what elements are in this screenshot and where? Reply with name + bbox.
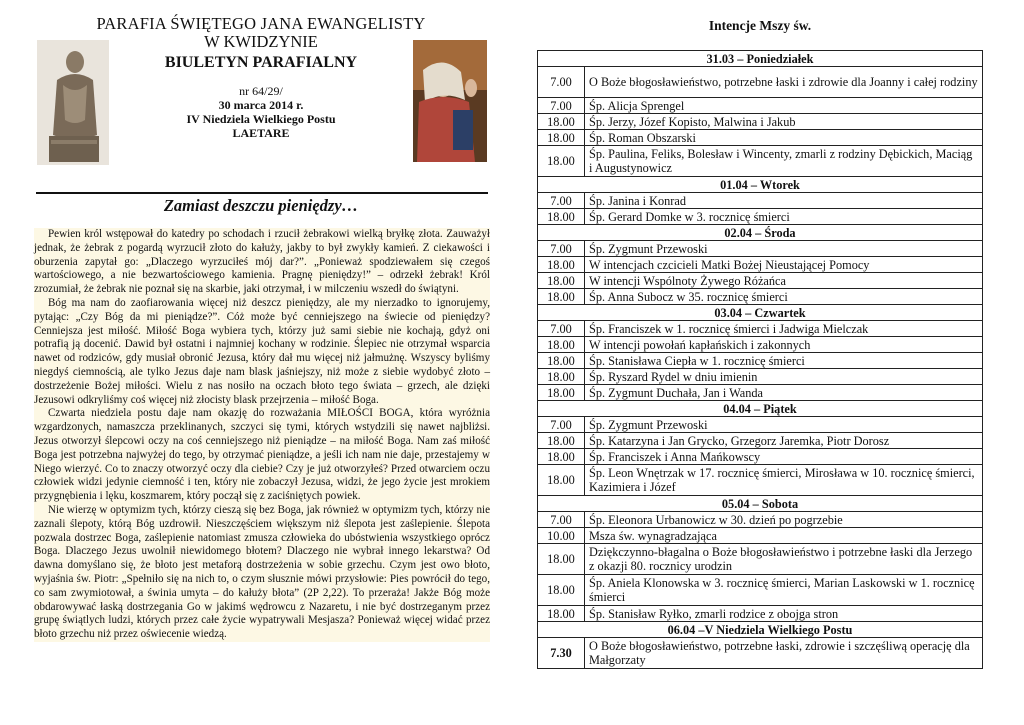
- intentions-title: Intencje Mszy św.: [708, 18, 812, 33]
- intention-row: [538, 130, 983, 146]
- mass-intention-text: Śp. Katarzyna i Jan Grycko, Grzegorz Jaremka, Piotr Dorosz: [585, 433, 983, 449]
- mass-intention-text: W intencji powołań kapłańskich i zakonnych: [585, 337, 983, 353]
- day-header-row: [538, 622, 983, 638]
- intention-row: [538, 417, 983, 433]
- intention-row: [538, 544, 983, 575]
- mass-intention-text: Śp. Eleonora Urbanowicz w 30. dzień po pogrzebie: [585, 512, 983, 528]
- intention-row: [538, 193, 983, 209]
- issue-date: 30 marca 2014 r.: [218, 98, 304, 112]
- mass-intention-text: Śp. Ryszard Rydel w dniu imienin: [585, 369, 983, 385]
- intention-row: [538, 606, 983, 622]
- mass-intention-text: Śp. Roman Obszarski: [585, 130, 983, 146]
- mass-intention-text: Śp. Franciszek w 1. rocznicę śmierci i Jadwiga Mielczak: [585, 321, 983, 337]
- intention-row: [538, 465, 983, 496]
- header-divider: [36, 192, 488, 194]
- mass-time: 7.00: [538, 193, 585, 209]
- header-text: [80, 14, 442, 140]
- article-title: Zamiast deszczu pieniędzy…: [163, 196, 359, 215]
- parish-city: W KWIDZYNIE: [204, 32, 318, 51]
- intention-row: [538, 512, 983, 528]
- article-paragraph: Pewien król wstępował do katedry po schodach i rzucił żebrakowi wielką bryłkę złota. Zauważył jednak, że żebrak z pogardą wyrzucił złoto do kałuży, jakby to był zwykły kamień. Z ciekawości i oburzenia zapytał go: „Dlaczego wyrzuciłeś mój dar?”. „Ponieważ spodziewałem się czegoś wartościowego, a nie bezwartościowego kamienia. Pragnę pieniędzy!” – odrzekł żebrak! Król zrozumiał, że żebrak nie poznał się na skarbie, jaki otrzymał, i w milczeniu wszedł do świątyni.: [34, 228, 490, 296]
- mass-time: 18.00: [538, 209, 585, 225]
- day-label: 02.04 – Środa: [538, 225, 983, 241]
- mass-intention-text: Msza św. wynagradzająca: [585, 528, 983, 544]
- praying-woman-image: [413, 40, 487, 162]
- intention-row: [538, 433, 983, 449]
- intention-row: [538, 257, 983, 273]
- mass-time: 18.00: [538, 433, 585, 449]
- mass-intention-text: Śp. Zygmunt Przewoski: [585, 417, 983, 433]
- mass-time: 18.00: [538, 449, 585, 465]
- day-label: 01.04 – Wtorek: [538, 177, 983, 193]
- article-body: [34, 228, 490, 642]
- mass-intention-text: Śp. Gerard Domke w 3. rocznicę śmierci: [585, 209, 983, 225]
- intention-row: [538, 575, 983, 606]
- day-header-row: [538, 51, 983, 67]
- mass-intention-text: Śp. Zygmunt Przewoski: [585, 241, 983, 257]
- intention-row: [538, 241, 983, 257]
- liturgical-sunday: IV Niedziela Wielkiego Postu: [186, 112, 336, 126]
- day-label: 03.04 – Czwartek: [538, 305, 983, 321]
- mass-time: 7.00: [538, 512, 585, 528]
- mass-time: 18.00: [538, 114, 585, 130]
- mass-intention-text: Śp. Jerzy, Józef Kopisto, Malwina i Jakub: [585, 114, 983, 130]
- intention-row: [538, 385, 983, 401]
- mass-time: 7.00: [538, 241, 585, 257]
- day-header-row: [538, 177, 983, 193]
- mass-time: 18.00: [538, 130, 585, 146]
- bulletin-header: [30, 14, 492, 174]
- mass-time: 18.00: [538, 385, 585, 401]
- day-label: 04.04 – Piątek: [538, 401, 983, 417]
- mass-intention-text: O Boże błogosławieństwo, potrzebne łaski i zdrowie dla Joanny i całej rodziny: [585, 67, 983, 98]
- mass-intention-text: Śp. Zygmunt Duchała, Jan i Wanda: [585, 385, 983, 401]
- mass-time: 18.00: [538, 146, 585, 177]
- mass-intention-text: Śp. Aniela Klonowska w 3. rocznicę śmierci, Marian Laskowski w 1. rocznicę śmierci: [585, 575, 983, 606]
- intention-row: [538, 528, 983, 544]
- mass-time: 18.00: [538, 465, 585, 496]
- intention-row: [538, 321, 983, 337]
- mass-intention-text: Dziękczynno-błagalna o Boże błogosławieństwo i potrzebne łaski dla Jerzego z okazji 80. rocznicy urodzin: [585, 544, 983, 575]
- mass-time: 10.00: [538, 528, 585, 544]
- issue-number: nr 64/29/: [239, 84, 283, 98]
- day-header-row: [538, 305, 983, 321]
- mass-intention-text: Śp. Alicja Sprengel: [585, 98, 983, 114]
- mass-time: 18.00: [538, 257, 585, 273]
- intention-row: [538, 353, 983, 369]
- bulletin-title: BIULETYN PARAFIALNY: [164, 54, 358, 71]
- intention-row: [538, 114, 983, 130]
- mass-time: 18.00: [538, 337, 585, 353]
- intention-row: [538, 449, 983, 465]
- intention-row: [538, 67, 983, 98]
- mass-intention-text: W intencji Wspólnoty Żywego Różańca: [585, 273, 983, 289]
- day-header-row: [538, 401, 983, 417]
- mass-time: 7.00: [538, 417, 585, 433]
- mass-time: 18.00: [538, 606, 585, 622]
- mass-time: 18.00: [538, 575, 585, 606]
- mass-intention-text: Śp. Franciszek i Anna Mańkowscy: [585, 449, 983, 465]
- mass-intention-text: Śp. Janina i Konrad: [585, 193, 983, 209]
- article-paragraph: Czwarta niedziela postu daje nam okazję do rozważania MIŁOŚCI BOGA, która wyróżnia wzgardzonych, namaszcza przeklinanych, szczyci się tymi, których wstydzili się nawet najbliżsi. Jezus otworzył ślepcowi oczy na coś cenniejszego niż pieniądze – na miłość Boga. Nam zaś miłość Boga jest potrzebna najwyżej do tego, by otrzymać pieniądze, a jeśli ich nam nie daje, przestajemy w Niego wierzyć. Co to znaczy otworzyć oczy dla ciebie? Czy je już otworzyłeś? Przed otwarciem oczu człowiek widzi jedynie ciemność i ten, który nie zobaczył Jezusa, widzi, że jego życie jest mrokiem przygnębienia i lęku, koszmarem, który począł się z zaciśniętych powiek.: [34, 407, 490, 503]
- mass-time: 7.00: [538, 321, 585, 337]
- bulletin-left-column: [30, 14, 492, 641]
- parish-name: PARAFIA ŚWIĘTEGO JANA EWANGELISTY: [96, 14, 426, 33]
- mass-intentions-column: [537, 14, 983, 669]
- mass-intention-text: Śp. Stanisława Ciepła w 1. rocznicę śmierci: [585, 353, 983, 369]
- day-header-row: [538, 225, 983, 241]
- intention-row: [538, 638, 983, 669]
- mass-time: 18.00: [538, 289, 585, 305]
- intention-row: [538, 289, 983, 305]
- day-label: 31.03 – Poniedziałek: [538, 51, 983, 67]
- mass-intention-text: Śp. Stanisław Ryłko, zmarli rodzice z obojga stron: [585, 606, 983, 622]
- mass-time: 7.00: [538, 67, 585, 98]
- mass-time: 18.00: [538, 544, 585, 575]
- day-header-row: [538, 496, 983, 512]
- intentions-table: [537, 50, 983, 669]
- mass-intention-text: Śp. Leon Wnętrzak w 17. rocznicę śmierci, Mirosława w 10. rocznicę śmierci, Kazimiera i Józef: [585, 465, 983, 496]
- mass-time: 18.00: [538, 273, 585, 289]
- intention-row: [538, 369, 983, 385]
- article-paragraph: Nie wierzę w optymizm tych, którzy cieszą się bez Boga, jak również w optymizm tych, którzy nie zaznali ślepoty, którą Bóg uzdrowił. Nieszczęściem większym niż ślepota jest zaślepienie. Ślepota pozwala dostrzec Boga, zaślepienie natomiast zmusza człowieka do ubóstwienia wszystkiego oprócz Boga. Dlaczego Jezus uwolnił niewidomego błotem? Dlaczego nie wybrał innego lekarstwa? Od dawna domyślano się, że błoto jest metaforą dostrzeżenia w sobie grzechu. Czym jest owo błoto, wyjaśnia św. Piotr: „Spełniło się na nich to, o czym słusznie mówi przysłowie: Pies powrócił do tego, co sam zwymiotował, a świnia umyta – do kałuży błota” (2P 2,22). To przeraża! Jakże Bóg może obdarowywać łaską dostrzegania Go w jakimś wędrowcu z Nazaretu, i nie być dostrzeganym przez grupę świątlych ludzi, których przez całe życie wypatrywali Mesjasza? Ponieważ więcej widać przez błoto grzechu niż przez oświecenie wiedzą.: [34, 503, 490, 641]
- intention-row: [538, 146, 983, 177]
- intention-row: [538, 98, 983, 114]
- day-label: 06.04 –V Niedziela Wielkiego Postu: [538, 622, 983, 638]
- laetare-label: LAETARE: [232, 126, 290, 140]
- intention-row: [538, 209, 983, 225]
- intention-row: [538, 273, 983, 289]
- mass-time: 7.00: [538, 98, 585, 114]
- mass-time: 18.00: [538, 353, 585, 369]
- day-label: 05.04 – Sobota: [538, 496, 983, 512]
- mass-intention-text: Śp. Paulina, Feliks, Bolesław i Wincenty, zmarli z rodziny Dębickich, Maciąg i Augustynowicz: [585, 146, 983, 177]
- intention-row: [538, 337, 983, 353]
- mass-intention-text: W intencjach czcicieli Matki Bożej Nieustającej Pomocy: [585, 257, 983, 273]
- mass-intention-text: Śp. Anna Subocz w 35. rocznicę śmierci: [585, 289, 983, 305]
- article-paragraph: Bóg ma nam do zaofiarowania więcej niż deszcz pieniędzy, ale my nierzadko to ignorujemy, pytając: „Czy Bóg da mi pieniądze?”. Cóż może być cenniejszego na świecie od pieniędzy? Cenniejsza jest miłość. Miłość Boga wybiera tych, którzy już sami siebie nie kochają, gdyż oni potrafią ją docenić. Dawid był ostatni i najmniej kochany w rodzinie. Ślepiec nie otrzymał wsparcia nawet od rodziców, gdy musiał obronić Jezusa, który dał mu więcej niż jałmużnę. Wszyscy byliśmy niegdyś ciemnością, ale tylko Jezus daje nam blask jaśniejszy, niż może z siebie wydobyć złoto – dostrzeżenie Bożej miłości. Wielu z nas nosiło na oczach błoto tego świata – grzech, ale dzięki Jezusowi odkryliśmy coś więcej niż złocisty blask przejrzenia – miłość Boga.: [34, 296, 490, 406]
- mass-intention-text: O Boże błogosławieństwo, potrzebne łaski, zdrowie i szczęśliwą operację dla Małgorzaty: [585, 638, 983, 669]
- mass-time: 18.00: [538, 369, 585, 385]
- mass-time: 7.30: [538, 638, 585, 669]
